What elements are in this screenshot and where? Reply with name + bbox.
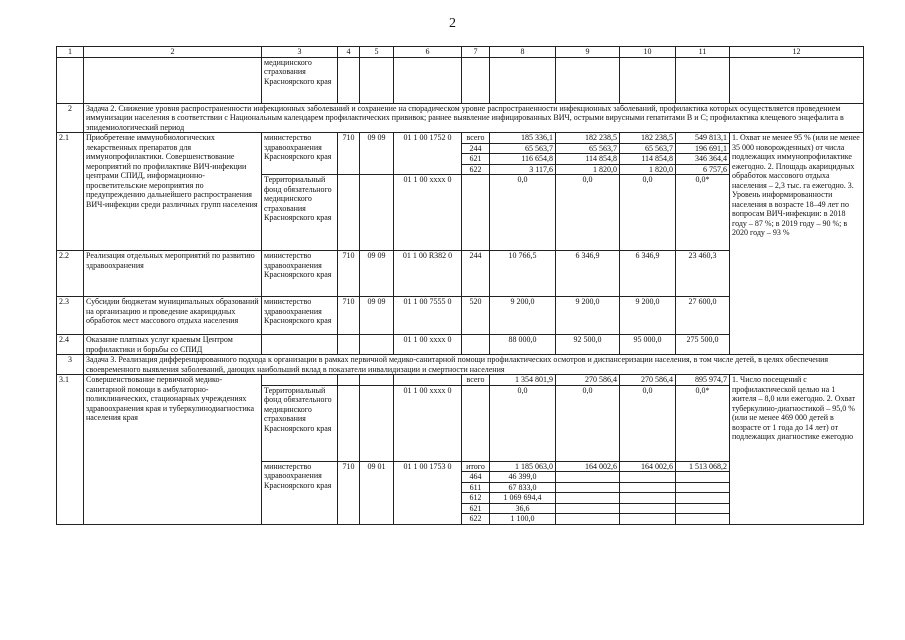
vr-code: 612 [462,493,490,504]
row-number: 3.1 [57,375,84,525]
col-num-3: 3 [262,47,338,58]
value-2020: 9 200,0 [620,297,676,335]
value-2018: 1 354 801,9 [490,375,556,386]
value-2018: 65 563,7 [490,143,556,154]
vr-code: 244 [462,143,490,154]
rzpr-code: 09 09 [360,297,394,335]
executor-cell: министерство здравоохранения Красноярского края [262,251,338,297]
value-2018: 9 200,0 [490,297,556,335]
vr-code: всего [462,133,490,144]
col-num-5: 5 [360,47,394,58]
row-number: 2.4 [57,335,84,355]
value-2019: 114 854,8 [556,154,620,165]
measure-name: Приобретение иммунобиологических лекарственных препаратов для иммунопрофилактики. Совершенствование мероприятий по профилактике ВИЧ-инфекции центрами СПИД, информационно-просветительские мероприятия по предупреждению дальнейшего распространения ВИЧ-инфекции среди различных групп населения [84,133,262,251]
rzpr-code: 09 09 [360,251,394,297]
value-2019: 9 200,0 [556,297,620,335]
value-total: 895 974,7 [676,375,730,386]
vr-code: 621 [462,154,490,165]
vr-code: 244 [462,251,490,297]
value-2020: 182 238,5 [620,133,676,144]
value-2019: 0,0 [556,175,620,251]
col-num-12: 12 [730,47,864,58]
value-2018: 88 000,0 [490,335,556,355]
executor-cell: министерство здравоохранения Красноярского края [262,461,338,524]
csr-code: 01 1 00 7555 0 [394,297,462,335]
task-number: 2 [57,103,84,133]
grbs-code: 710 [338,251,360,297]
value-2019: 6 346,9 [556,251,620,297]
grbs-code: 710 [338,133,360,175]
value-2019: 0,0 [556,385,620,461]
row-number: 2.3 [57,297,84,335]
value-2020: 0,0 [620,385,676,461]
value-total: 275 500,0 [676,335,730,355]
csr-code: 01 1 00 1752 0 [394,133,462,175]
task-title: Задача 2. Снижение уровня распространенности инфекционных заболеваний и сохранение на спорадическом уровне распространенности инфекционных заболеваний, профилактика которых осуществляется проведением иммунизации населения в соответствии с Национальным календарем профилактических прививок; раннее выявление инфицированных ВИЧ, острыми вирусными гепатитами В и С; профилактика клещевого энцефалита в эпидемиологический период [84,103,864,133]
value-2020: 6 346,9 [620,251,676,297]
value-2020: 65 563,7 [620,143,676,154]
vr-code: 611 [462,482,490,493]
csr-code: 01 1 00 R382 0 [394,251,462,297]
col-num-1: 1 [57,47,84,58]
col-num-11: 11 [676,47,730,58]
col-num-8: 8 [490,47,556,58]
col-num-7: 7 [462,47,490,58]
value-total: 23 460,3 [676,251,730,297]
value-2020: 0,0 [620,175,676,251]
expected-result: 1. Охват не менее 95 % (или не менее 35 000 новорожденных) от числа подлежащих иммунопрофилактике ежегодно. 2. Площадь акарицидных обработок массового отдыха населения – 2,3 тыс. га ежегодно. 3. Уровень информированности населения в возрасте 18–49 лет по вопросам ВИЧ-инфекции: в 2018 году – 87 %; в 2019 году – 90 %; в 2020 году – 93 % [730,133,864,355]
value-2018: 1 185 063,0 [490,461,556,472]
executor-cell: министерство здравоохранения Красноярского края [262,133,338,175]
value-2018: 46 399,0 [490,472,556,483]
col-num-2: 2 [84,47,262,58]
row-number: 2.1 [57,133,84,251]
value-2019: 164 002,6 [556,461,620,472]
measure-name: Реализация отдельных мероприятий по развитию здравоохранения [84,251,262,297]
value-2018: 0,0 [490,175,556,251]
col-num-4: 4 [338,47,360,58]
value-2018: 0,0 [490,385,556,461]
value-2019: 182 238,5 [556,133,620,144]
rzpr-code: 09 01 [360,461,394,524]
value-2019: 270 586,4 [556,375,620,386]
vr-code: 622 [462,164,490,175]
measure-name: Субсидии бюджетам муниципальных образований на организацию и проведение акарицидных обработок мест массового отдыха населения [84,297,262,335]
task-row [57,103,864,133]
rzpr-code: 09 09 [360,133,394,175]
vr-code: всего [462,375,490,386]
expected-result: 1. Число посещений с профилактической целью на 1 жителя – 8,0 или ежегодно. 2. Охват туберкулино-диагностикой – 95,0 % (или не менее 469 000 детей в возрасте от 1 года до 14 лет) от подлежащих диагностике ежегодно [730,375,864,525]
col-num-9: 9 [556,47,620,58]
measure-name: Оказание платных услуг краевым Центром профилактики и борьбы со СПИД [84,335,262,355]
value-total: 549 813,1 [676,133,730,144]
value-2020: 164 002,6 [620,461,676,472]
executor-cell: Территориальный фонд обязательного медицинского страхования Красноярского края [262,385,338,461]
value-2018: 185 336,1 [490,133,556,144]
value-2018: 1 069 694,4 [490,493,556,504]
grbs-code: 710 [338,297,360,335]
task-number: 3 [57,355,84,375]
csr-code: 01 1 00 xxxx 0 [394,175,462,251]
task-row [57,355,864,375]
executor-cell: Территориальный фонд обязательного медицинского страхования Красноярского края [262,175,338,251]
value-2020: 95 000,0 [620,335,676,355]
value-2018: 10 766,5 [490,251,556,297]
program-table [56,46,864,525]
grbs-code: 710 [338,461,360,524]
table-row [57,375,864,386]
value-total: 196 691,1 [676,143,730,154]
value-total: 0,0* [676,175,730,251]
col-num-6: 6 [394,47,462,58]
csr-code: 01 1 00 xxxx 0 [394,385,462,461]
executor-cell: министерство здравоохранения Красноярского края [262,297,338,335]
executor-cell: медицинского страхования Красноярского края [262,57,338,103]
csr-code: 01 1 00 xxxx 0 [394,335,462,355]
value-2019: 1 820,0 [556,164,620,175]
row-number: 2.2 [57,251,84,297]
value-2020: 114 854,8 [620,154,676,165]
value-2019: 92 500,0 [556,335,620,355]
task-title: Задача 3. Реализация дифференцированного подхода к организации в рамках первичной медико-санитарной помощи профилактических осмотров и диспансеризации населения, в том числе детей, в целях обеспечения своевременного выявления заболеваний, дающих наибольший вклад в показатели инвалидизации и смертности населения [84,355,864,375]
vr-code: 621 [462,503,490,514]
page-number: 2 [449,16,456,31]
value-total: 1 513 068,2 [676,461,730,472]
col-num-10: 10 [620,47,676,58]
measure-name: Совершенствование первичной медико-санитарной помощи в амбулаторно-поликлинических, стационарных учреждениях здравоохранения края и туберкулинодиагностика населения края [84,375,262,525]
value-total: 0,0* [676,385,730,461]
value-total: 346 364,4 [676,154,730,165]
value-2018: 1 100,0 [490,514,556,525]
vr-code: 464 [462,472,490,483]
value-2020: 1 820,0 [620,164,676,175]
value-2018: 3 117,6 [490,164,556,175]
column-number-row [57,47,864,58]
value-total: 27 600,0 [676,297,730,335]
value-2018: 116 654,8 [490,154,556,165]
value-2018: 67 833,0 [490,482,556,493]
vr-code: итого [462,461,490,472]
csr-code: 01 1 00 1753 0 [394,461,462,524]
vr-code: 622 [462,514,490,525]
value-2020: 270 586,4 [620,375,676,386]
table-row [57,57,864,103]
value-total: 6 757,6 [676,164,730,175]
table-row [57,133,864,144]
value-2019: 65 563,7 [556,143,620,154]
value-2018: 36,6 [490,503,556,514]
vr-code: 520 [462,297,490,335]
